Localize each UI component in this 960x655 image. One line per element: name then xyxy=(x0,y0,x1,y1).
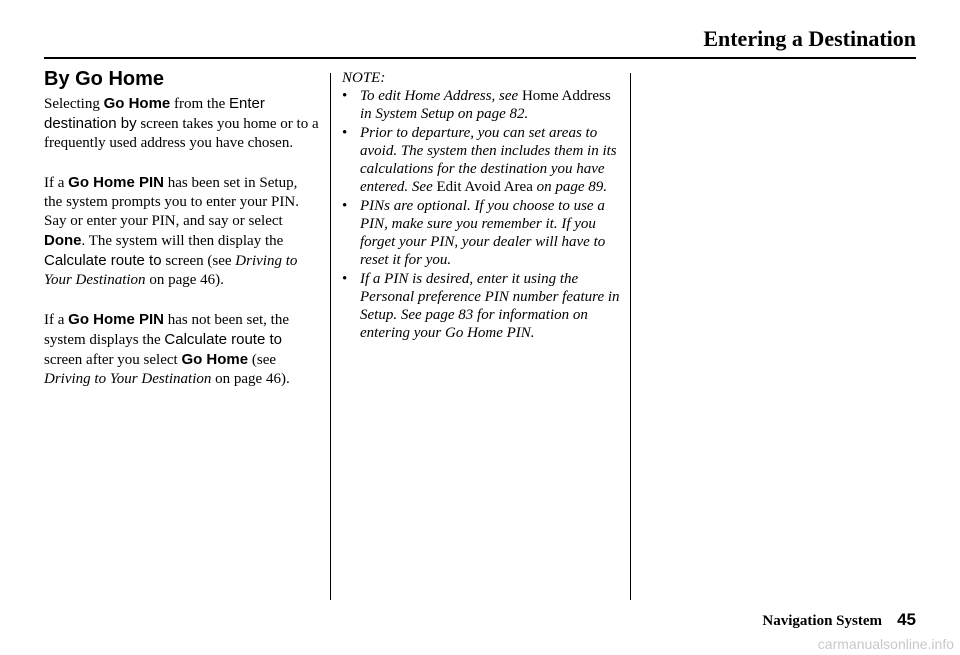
paragraph-pin-not-set: If a Go Home PIN has not been set, the system displays the Calculate route to screen after you select Go Home (see Driving to Your Destination on page 46). xyxy=(44,311,290,387)
note-item: • To edit Home Address, see Home Address in System Setup on page 82. xyxy=(342,88,611,122)
ui-term-enter-destination-by: Enter destination by xyxy=(44,95,265,132)
column-divider-left xyxy=(330,73,331,600)
paragraph-go-home-intro: Selecting Go Home from the Enter destination by screen takes you home or to a frequently used address you have chosen. xyxy=(44,95,319,151)
watermark: carmanualsonline.info xyxy=(817,636,954,652)
page-header-title: Entering a Destination xyxy=(703,26,916,51)
ui-term-go-home: Go Home xyxy=(103,95,171,112)
bullet-icon: • xyxy=(342,198,348,214)
ui-term-calculate-route-to: Calculate route to xyxy=(44,252,162,269)
paragraph-pin-set: If a Go Home PIN has been set in Setup, the system prompts you to enter your PIN. Say or enter your PIN, and say or select Done. The system will then display the Calculate route to screen (see Driving to Your Destination on page 46). xyxy=(44,174,299,288)
main-column xyxy=(44,66,319,389)
cross-reference: Driving to Your Destination xyxy=(44,371,212,387)
cross-reference: Driving to Your Destination xyxy=(44,253,298,288)
ui-term-go-home-pin: Go Home PIN xyxy=(68,311,165,328)
bullet-icon: • xyxy=(342,88,348,104)
section-heading: By Go Home xyxy=(44,68,165,90)
ui-term-go-home-pin: Go Home PIN xyxy=(68,174,165,191)
note-label: NOTE: xyxy=(342,70,386,86)
column-divider-right xyxy=(630,73,631,600)
bullet-icon: • xyxy=(342,271,348,287)
ui-term-go-home: Go Home xyxy=(181,351,249,368)
header-rule xyxy=(44,57,916,59)
page-number: 45 xyxy=(897,610,916,629)
note-column xyxy=(342,69,620,343)
note-item: • Prior to departure, you can set areas to avoid. The system then includes them in its calculations for the destination you have entered. See Edit Avoid Area on page 89. xyxy=(342,125,617,195)
ui-term-done: Done xyxy=(44,232,82,249)
note-item: • If a PIN is desired, enter it using the Personal preference PIN number feature in Setup. See page 83 for information on entering your Go Home PIN. xyxy=(342,271,620,341)
note-list xyxy=(342,87,620,342)
note-item: • PINs are optional. If you choose to use a PIN, make sure you remember it. If you forget your PIN, your dealer will have to reset it for you. xyxy=(342,198,606,268)
ui-term-calculate-route-to: Calculate route to xyxy=(164,331,282,348)
footer-label: Navigation System xyxy=(762,613,882,629)
bullet-icon: • xyxy=(342,125,348,141)
